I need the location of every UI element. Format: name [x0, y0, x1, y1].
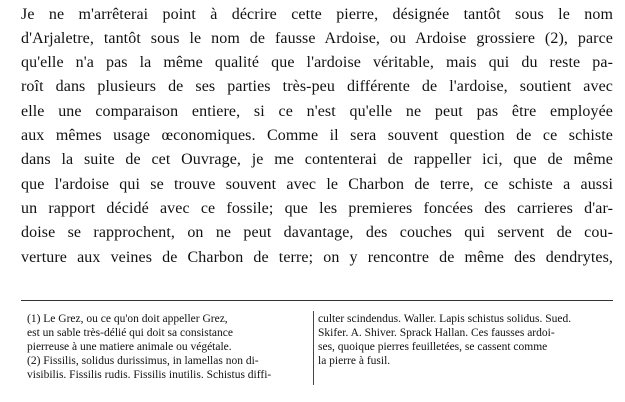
footnote-line: culter scindendus. Waller. Lapis schistus solidus. Sued. — [318, 313, 572, 325]
footnote-line: (1) Le Grez, ou ce qu'on doit appeller Grez, — [27, 313, 228, 325]
text-line: roît dans plusieurs de ses parties très-peu différente de l'ardoise, soutient avec — [21, 78, 613, 95]
text-line: qu'elle n'a pas la même qualité que l'ardoise véritable, mais qui du reste pa- — [21, 54, 613, 71]
footnote-divider — [21, 300, 613, 301]
text-line: Je ne m'arrêterai point à décrire cette pierre, désignée tantôt sous le nom — [21, 6, 613, 23]
text-line: que l'ardoise qui se trouve souvent avec le Charbon de terre, ce schiste a aussi — [21, 176, 613, 193]
footnote-line: (2) Fissilis, solidus durissimus, in lamellas non di- — [27, 355, 259, 367]
footnote-line: visibilis. Fissilis rudis. Fissilis inutilis. Schistus diffi- — [27, 369, 272, 381]
footnote-line: ses, quoique pierres feuilletées, se cassent comme — [318, 341, 548, 353]
footnote-line: Skifer. A. Shiver. Sprack Hallan. Ces fausses ardoi- — [318, 327, 555, 339]
text-line: un rapport décidé avec ce fossile; que les premieres foncées des carrieres d'ar- — [21, 200, 613, 217]
footnote-column-divider — [313, 311, 314, 385]
text-line: aux mêmes usage œconomiques. Comme il sera souvent question de ce schiste — [21, 127, 613, 144]
footnote-line: est un sable très-délié qui doit sa consistance — [27, 327, 233, 339]
text-line: elle une comparaison entiere, si ce n'est qu'elle ne peut pas être employée — [21, 103, 613, 120]
text-line: doise se rapprochent, on ne peut davantage, des couches qui servent de cou- — [21, 224, 613, 241]
text-line: verture aux veines de Charbon de terre; on y rencontre de même des dendrytes, — [21, 249, 613, 266]
text-line: dans la suite de cet Ouvrage, je me contenterai de rappeller ici, que de même — [21, 151, 613, 168]
footnote-line: pierreuse à une matiere animale ou végétale. — [27, 341, 232, 353]
footnote-line: la pierre à fusil. — [318, 355, 391, 367]
text-line: d'Arjaletre, tantôt sous le nom de fausse Ardoise, ou Ardoise grossiere (2), parce — [21, 30, 613, 47]
